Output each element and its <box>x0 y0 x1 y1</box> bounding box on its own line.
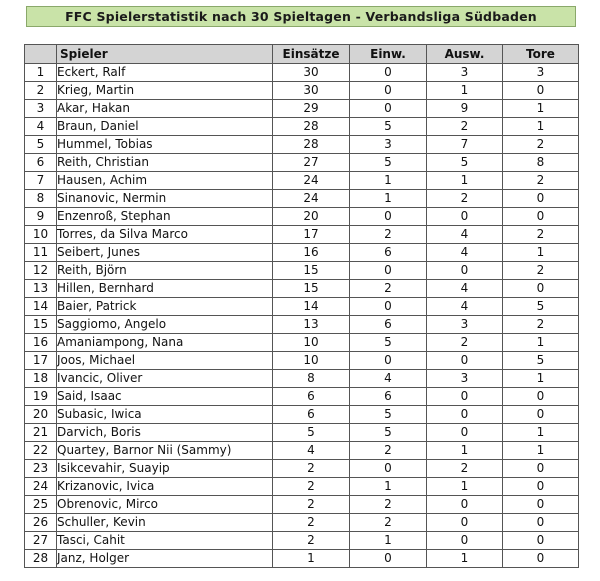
substituted-in-cell: 0 <box>350 352 427 370</box>
substituted-out-cell: 2 <box>427 460 503 478</box>
substituted-in-cell: 2 <box>350 514 427 532</box>
player-stats-table <box>24 44 579 568</box>
appearances-cell: 28 <box>273 118 350 136</box>
goals-cell: 0 <box>503 550 579 568</box>
substituted-out-cell: 9 <box>427 100 503 118</box>
player-name-cell: Isikcevahir, Suayip <box>57 460 273 478</box>
substituted-out-cell: 4 <box>427 244 503 262</box>
goals-cell: 2 <box>503 226 579 244</box>
rank-cell: 5 <box>25 136 57 154</box>
appearances-cell: 15 <box>273 280 350 298</box>
substituted-in-cell: 1 <box>350 172 427 190</box>
goals-cell: 0 <box>503 280 579 298</box>
table-row <box>25 136 579 154</box>
substituted-in-cell: 0 <box>350 262 427 280</box>
player-name-cell: Krieg, Martin <box>57 82 273 100</box>
table-row <box>25 298 579 316</box>
rank-cell: 8 <box>25 190 57 208</box>
rank-cell: 4 <box>25 118 57 136</box>
player-name-cell: Janz, Holger <box>57 550 273 568</box>
appearances-cell: 14 <box>273 298 350 316</box>
table-row <box>25 406 579 424</box>
substituted-in-cell: 5 <box>350 154 427 172</box>
rank-cell: 1 <box>25 64 57 82</box>
table-row <box>25 442 579 460</box>
table-row <box>25 478 579 496</box>
player-name-cell: Torres, da Silva Marco <box>57 226 273 244</box>
header-appearances: Einsätze <box>273 45 350 64</box>
header-player: Spieler <box>57 45 273 64</box>
player-name-cell: Sinanovic, Nermin <box>57 190 273 208</box>
goals-cell: 0 <box>503 460 579 478</box>
substituted-out-cell: 1 <box>427 172 503 190</box>
goals-cell: 2 <box>503 136 579 154</box>
substituted-in-cell: 0 <box>350 550 427 568</box>
appearances-cell: 24 <box>273 190 350 208</box>
appearances-cell: 15 <box>273 262 350 280</box>
rank-cell: 28 <box>25 550 57 568</box>
substituted-out-cell: 1 <box>427 442 503 460</box>
appearances-cell: 24 <box>273 172 350 190</box>
substituted-out-cell: 2 <box>427 118 503 136</box>
substituted-in-cell: 0 <box>350 100 427 118</box>
substituted-out-cell: 4 <box>427 226 503 244</box>
appearances-cell: 30 <box>273 64 350 82</box>
appearances-cell: 1 <box>273 550 350 568</box>
player-name-cell: Subasic, Iwica <box>57 406 273 424</box>
goals-cell: 8 <box>503 154 579 172</box>
substituted-out-cell: 1 <box>427 550 503 568</box>
appearances-cell: 13 <box>273 316 350 334</box>
rank-cell: 10 <box>25 226 57 244</box>
substituted-in-cell: 0 <box>350 82 427 100</box>
goals-cell: 1 <box>503 442 579 460</box>
appearances-cell: 2 <box>273 478 350 496</box>
table-row <box>25 172 579 190</box>
goals-cell: 1 <box>503 334 579 352</box>
substituted-out-cell: 0 <box>427 208 503 226</box>
table-row <box>25 496 579 514</box>
rank-cell: 22 <box>25 442 57 460</box>
table-body <box>25 64 579 568</box>
goals-cell: 1 <box>503 370 579 388</box>
substituted-out-cell: 0 <box>427 388 503 406</box>
substituted-in-cell: 0 <box>350 298 427 316</box>
substituted-out-cell: 0 <box>427 352 503 370</box>
header-rank <box>25 45 57 64</box>
player-name-cell: Hausen, Achim <box>57 172 273 190</box>
rank-cell: 14 <box>25 298 57 316</box>
player-name-cell: Enzenroß, Stephan <box>57 208 273 226</box>
appearances-cell: 29 <box>273 100 350 118</box>
table-title: FFC Spielerstatistik nach 30 Spieltagen - Verbandsliga Südbaden <box>26 6 576 27</box>
appearances-cell: 20 <box>273 208 350 226</box>
player-name-cell: Eckert, Ralf <box>57 64 273 82</box>
player-name-cell: Baier, Patrick <box>57 298 273 316</box>
table-row <box>25 550 579 568</box>
player-name-cell: Krizanovic, Ivica <box>57 478 273 496</box>
goals-cell: 0 <box>503 532 579 550</box>
goals-cell: 2 <box>503 316 579 334</box>
player-name-cell: Reith, Christian <box>57 154 273 172</box>
table-row <box>25 280 579 298</box>
substituted-in-cell: 2 <box>350 496 427 514</box>
table-row <box>25 208 579 226</box>
player-name-cell: Quartey, Barnor Nii (Sammy) <box>57 442 273 460</box>
substituted-out-cell: 1 <box>427 478 503 496</box>
player-name-cell: Amaniampong, Nana <box>57 334 273 352</box>
table-row <box>25 460 579 478</box>
rank-cell: 9 <box>25 208 57 226</box>
appearances-cell: 5 <box>273 424 350 442</box>
table-row <box>25 334 579 352</box>
substituted-in-cell: 2 <box>350 226 427 244</box>
substituted-out-cell: 3 <box>427 64 503 82</box>
substituted-in-cell: 0 <box>350 460 427 478</box>
goals-cell: 5 <box>503 298 579 316</box>
table-row <box>25 514 579 532</box>
appearances-cell: 10 <box>273 352 350 370</box>
player-name-cell: Hillen, Bernhard <box>57 280 273 298</box>
substituted-out-cell: 4 <box>427 280 503 298</box>
substituted-in-cell: 6 <box>350 316 427 334</box>
player-name-cell: Schuller, Kevin <box>57 514 273 532</box>
substituted-out-cell: 0 <box>427 424 503 442</box>
appearances-cell: 4 <box>273 442 350 460</box>
substituted-out-cell: 3 <box>427 316 503 334</box>
rank-cell: 12 <box>25 262 57 280</box>
goals-cell: 1 <box>503 100 579 118</box>
substituted-out-cell: 0 <box>427 406 503 424</box>
table-row <box>25 352 579 370</box>
appearances-cell: 2 <box>273 514 350 532</box>
table-row <box>25 316 579 334</box>
goals-cell: 0 <box>503 388 579 406</box>
table-row <box>25 190 579 208</box>
goals-cell: 2 <box>503 172 579 190</box>
rank-cell: 7 <box>25 172 57 190</box>
table-row <box>25 82 579 100</box>
goals-cell: 1 <box>503 424 579 442</box>
rank-cell: 15 <box>25 316 57 334</box>
header-substituted-out: Ausw. <box>427 45 503 64</box>
rank-cell: 2 <box>25 82 57 100</box>
substituted-out-cell: 4 <box>427 298 503 316</box>
substituted-out-cell: 0 <box>427 262 503 280</box>
goals-cell: 0 <box>503 190 579 208</box>
appearances-cell: 2 <box>273 460 350 478</box>
table-row <box>25 532 579 550</box>
goals-cell: 0 <box>503 514 579 532</box>
table-row <box>25 424 579 442</box>
substituted-in-cell: 1 <box>350 190 427 208</box>
substituted-in-cell: 0 <box>350 64 427 82</box>
substituted-out-cell: 3 <box>427 370 503 388</box>
table-row <box>25 226 579 244</box>
player-name-cell: Joos, Michael <box>57 352 273 370</box>
substituted-out-cell: 5 <box>427 154 503 172</box>
player-name-cell: Akar, Hakan <box>57 100 273 118</box>
header-row <box>25 45 579 64</box>
substituted-in-cell: 5 <box>350 334 427 352</box>
table-row <box>25 100 579 118</box>
table-row <box>25 154 579 172</box>
substituted-out-cell: 1 <box>427 82 503 100</box>
substituted-in-cell: 5 <box>350 406 427 424</box>
rank-cell: 13 <box>25 280 57 298</box>
appearances-cell: 16 <box>273 244 350 262</box>
rank-cell: 24 <box>25 478 57 496</box>
substituted-out-cell: 0 <box>427 496 503 514</box>
appearances-cell: 28 <box>273 136 350 154</box>
appearances-cell: 27 <box>273 154 350 172</box>
substituted-in-cell: 3 <box>350 136 427 154</box>
player-name-cell: Ivancic, Oliver <box>57 370 273 388</box>
player-name-cell: Said, Isaac <box>57 388 273 406</box>
goals-cell: 3 <box>503 64 579 82</box>
rank-cell: 21 <box>25 424 57 442</box>
rank-cell: 19 <box>25 388 57 406</box>
rank-cell: 6 <box>25 154 57 172</box>
rank-cell: 11 <box>25 244 57 262</box>
substituted-in-cell: 5 <box>350 424 427 442</box>
substituted-out-cell: 2 <box>427 334 503 352</box>
goals-cell: 0 <box>503 82 579 100</box>
table-row <box>25 64 579 82</box>
header-substituted-in: Einw. <box>350 45 427 64</box>
table-row <box>25 370 579 388</box>
appearances-cell: 30 <box>273 82 350 100</box>
table-row <box>25 244 579 262</box>
substituted-in-cell: 1 <box>350 478 427 496</box>
substituted-out-cell: 0 <box>427 514 503 532</box>
goals-cell: 0 <box>503 496 579 514</box>
substituted-in-cell: 2 <box>350 442 427 460</box>
header-goals: Tore <box>503 45 579 64</box>
goals-cell: 5 <box>503 352 579 370</box>
goals-cell: 0 <box>503 478 579 496</box>
player-name-cell: Reith, Björn <box>57 262 273 280</box>
rank-cell: 23 <box>25 460 57 478</box>
rank-cell: 16 <box>25 334 57 352</box>
rank-cell: 25 <box>25 496 57 514</box>
goals-cell: 2 <box>503 262 579 280</box>
goals-cell: 1 <box>503 118 579 136</box>
player-name-cell: Darvich, Boris <box>57 424 273 442</box>
appearances-cell: 2 <box>273 496 350 514</box>
player-name-cell: Saggiomo, Angelo <box>57 316 273 334</box>
player-name-cell: Tasci, Cahit <box>57 532 273 550</box>
appearances-cell: 8 <box>273 370 350 388</box>
appearances-cell: 2 <box>273 532 350 550</box>
substituted-in-cell: 6 <box>350 244 427 262</box>
goals-cell: 0 <box>503 208 579 226</box>
rank-cell: 18 <box>25 370 57 388</box>
table-row <box>25 262 579 280</box>
rank-cell: 20 <box>25 406 57 424</box>
player-name-cell: Hummel, Tobias <box>57 136 273 154</box>
player-name-cell: Braun, Daniel <box>57 118 273 136</box>
substituted-in-cell: 5 <box>350 118 427 136</box>
substituted-in-cell: 6 <box>350 388 427 406</box>
appearances-cell: 17 <box>273 226 350 244</box>
goals-cell: 1 <box>503 244 579 262</box>
goals-cell: 0 <box>503 406 579 424</box>
rank-cell: 17 <box>25 352 57 370</box>
substituted-in-cell: 4 <box>350 370 427 388</box>
appearances-cell: 10 <box>273 334 350 352</box>
substituted-in-cell: 1 <box>350 532 427 550</box>
table-row <box>25 388 579 406</box>
player-name-cell: Seibert, Junes <box>57 244 273 262</box>
rank-cell: 3 <box>25 100 57 118</box>
substituted-in-cell: 2 <box>350 280 427 298</box>
player-name-cell: Obrenovic, Mirco <box>57 496 273 514</box>
appearances-cell: 6 <box>273 406 350 424</box>
substituted-out-cell: 0 <box>427 532 503 550</box>
substituted-in-cell: 0 <box>350 208 427 226</box>
rank-cell: 26 <box>25 514 57 532</box>
appearances-cell: 6 <box>273 388 350 406</box>
rank-cell: 27 <box>25 532 57 550</box>
substituted-out-cell: 2 <box>427 190 503 208</box>
substituted-out-cell: 7 <box>427 136 503 154</box>
table-row <box>25 118 579 136</box>
